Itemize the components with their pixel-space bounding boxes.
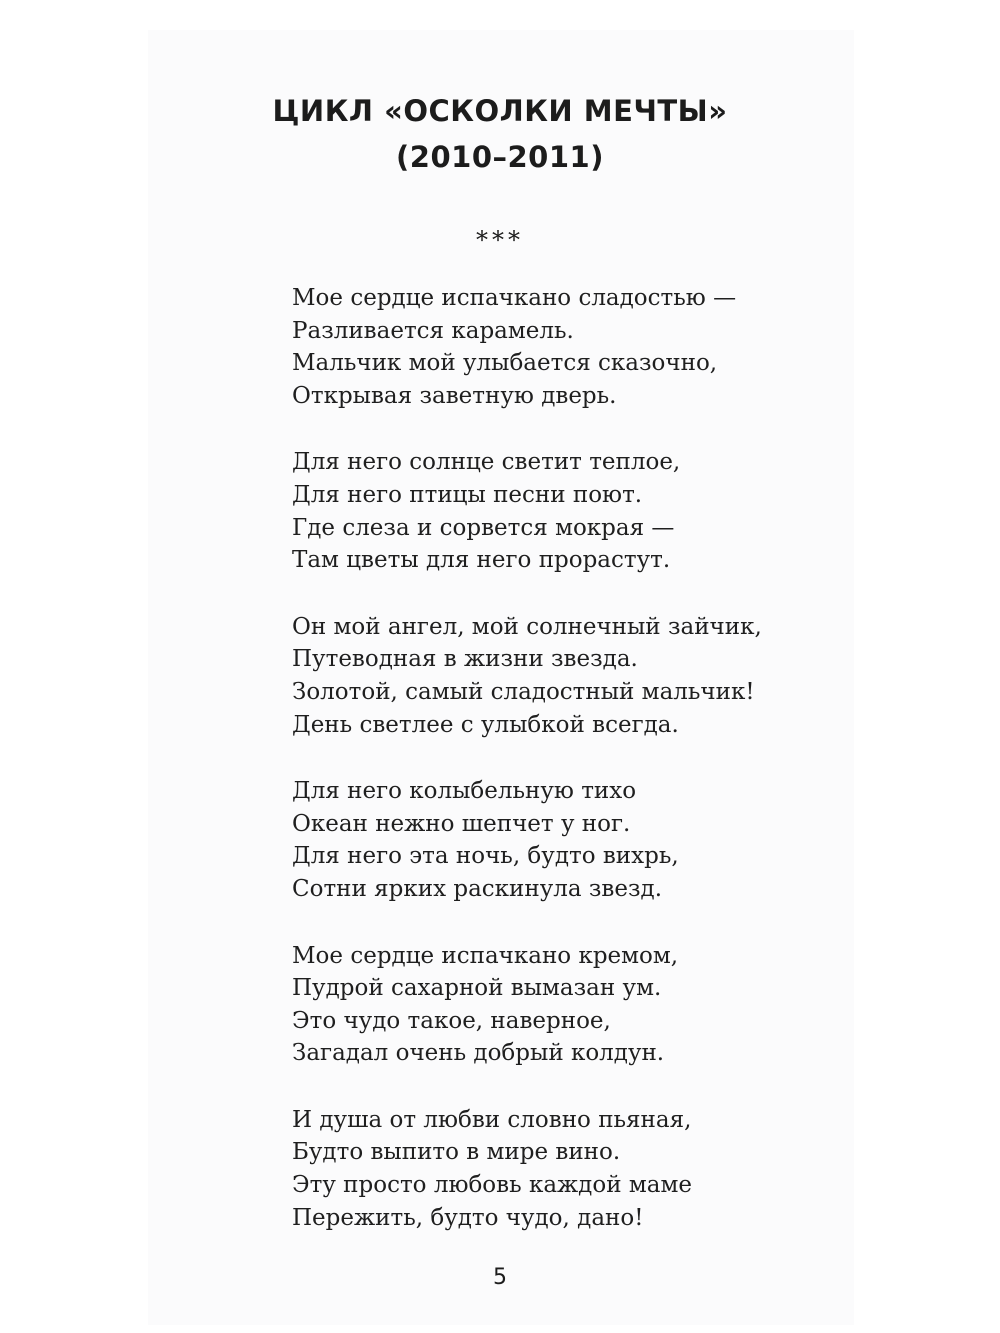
poem-line: Золотой, самый сладостный мальчик! bbox=[292, 678, 755, 705]
stanza-1 bbox=[292, 282, 852, 412]
poem-line: Загадал очень добрый колдун. bbox=[292, 1040, 665, 1067]
poem-line: Пудрой сахарной вымазан ум. bbox=[292, 975, 662, 1002]
poem-line: Океан нежно шепчет у ног. bbox=[292, 810, 631, 837]
stanza-2 bbox=[292, 446, 852, 576]
poem-line: И душа от любви словно пьяная, bbox=[292, 1106, 692, 1133]
poem-line: Где слеза и сорвется мокрая — bbox=[292, 514, 675, 541]
poem-line: Эту просто любовь каждой маме bbox=[292, 1172, 692, 1199]
poem-line: Пережить, будто чудо, дано! bbox=[292, 1204, 644, 1231]
poem-line: День светлее с улыбкой всегда. bbox=[292, 711, 679, 738]
poem-line: Для него солнце светит теплое, bbox=[292, 449, 681, 476]
poem-line: Сотни ярких раскинула звезд. bbox=[292, 875, 662, 902]
poem-line: Для него птицы песни поют. bbox=[292, 481, 643, 508]
poem-line: Там цветы для него прорастут. bbox=[292, 547, 671, 574]
cycle-title-name: ЦИКЛ «ОСКОЛКИ МЕЧТЫ» bbox=[272, 94, 728, 128]
poem-line: Он мой ангел, мой солнечный зайчик, bbox=[292, 613, 762, 640]
stanza-6 bbox=[292, 1104, 852, 1234]
stanza-4 bbox=[292, 775, 852, 905]
stanza-3 bbox=[292, 611, 852, 741]
poem bbox=[292, 282, 852, 1268]
cycle-title-years: (2010–2011) bbox=[396, 140, 604, 174]
poem-line: Открывая заветную дверь. bbox=[292, 382, 617, 409]
section-separator: *** bbox=[476, 226, 524, 254]
poem-line: Мое сердце испачкано кремом, bbox=[292, 942, 679, 969]
poem-line: Путеводная в жизни звезда. bbox=[292, 646, 638, 673]
poem-line: Мое сердце испачкано сладостью — bbox=[292, 285, 737, 311]
poem-line: Разливается карамель. bbox=[292, 317, 574, 344]
stanza-5 bbox=[292, 940, 852, 1070]
poem-line: Мальчик мой улыбается сказочно, bbox=[292, 350, 718, 377]
cycle-title bbox=[0, 88, 1000, 180]
page-number: 5 bbox=[493, 1265, 507, 1290]
poem-line: Для него эта ночь, будто вихрь, bbox=[292, 843, 679, 870]
poem-line: Это чудо такое, наверное, bbox=[292, 1007, 611, 1034]
poem-line: Будто выпито в мире вино. bbox=[292, 1139, 621, 1166]
poem-line: Для него колыбельную тихо bbox=[292, 778, 637, 805]
